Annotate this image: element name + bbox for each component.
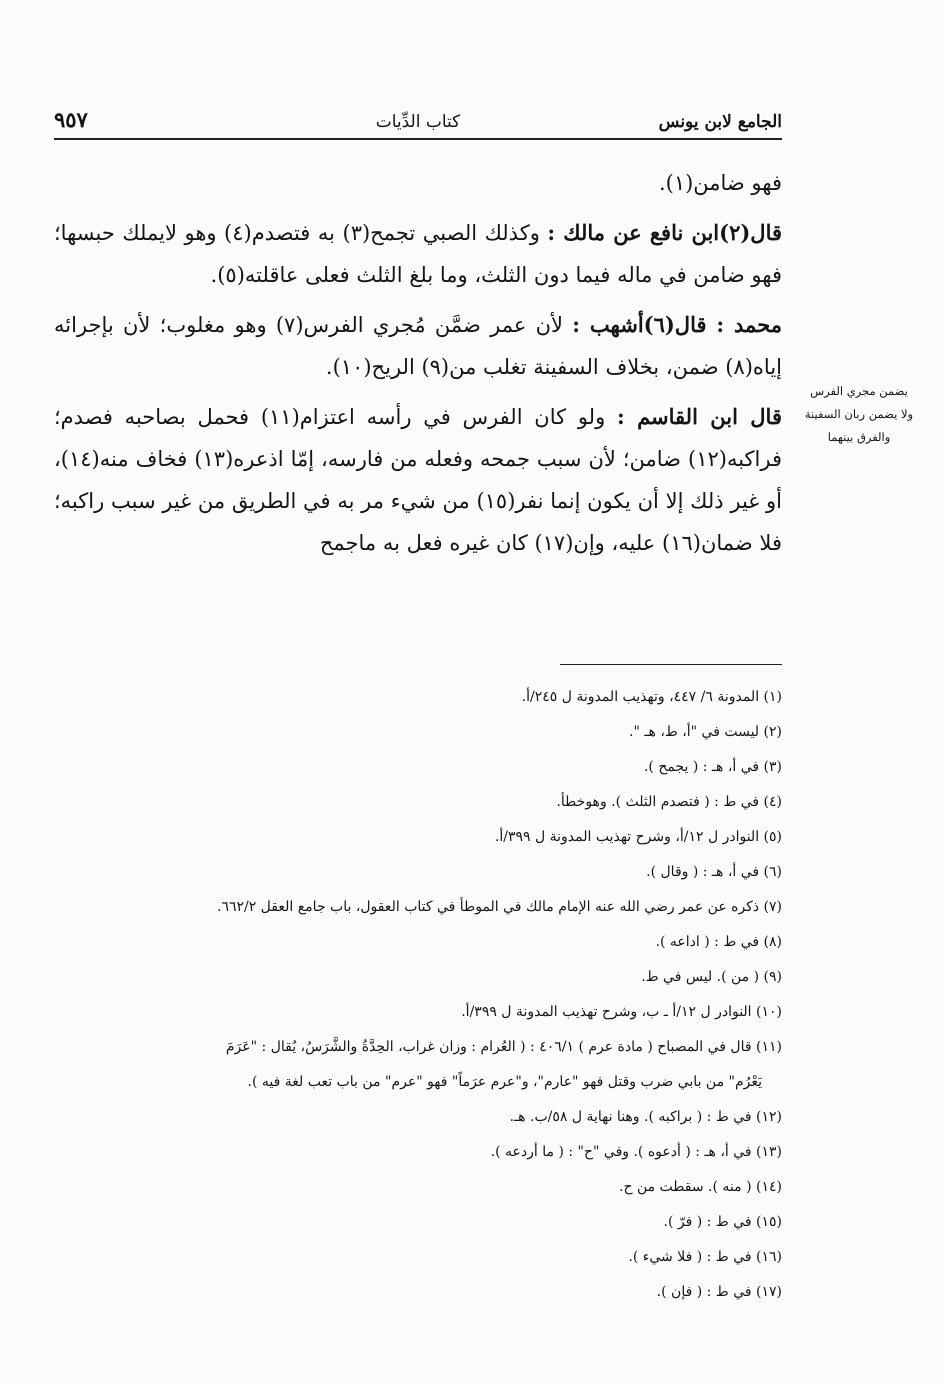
footnote: (١) المدونة ٦/ ٤٤٧، وتهذيب المدونة ل ٢٤٥/أ. <box>521 689 782 705</box>
paragraph-lead: قال ابن القاسم : <box>616 404 782 429</box>
page-number: ٩٥٧ <box>54 107 88 132</box>
page-header <box>54 108 782 140</box>
footnote: (٥) النوادر ل ١٢/أ، وشرح تهذيب المدونة ل ٣٩٩/أ. <box>494 829 782 845</box>
footnote: (١٦) في ط : ( فلا شيء ). <box>628 1249 782 1265</box>
margin-note-line: يضمن مجري الفرس <box>810 384 908 398</box>
paragraph-3 <box>54 304 782 388</box>
footnote: (١٠) النوادر ل ١٢/أ ـ ب، وشرح تهذيب المدونة ل ٣٩٩/أ. <box>461 1004 782 1020</box>
chapter-title: كتاب الدِّيات <box>375 112 461 132</box>
footnote: (٦) في أ، هـ : ( وقال ). <box>646 864 782 880</box>
footnote: (١١) قال في المصباح ( مادة عرم ) ٤٠٦/١ : ( العُرام : وزان غراب، الحِدَّةُ والشَّرَسُ، يُقال : "عَرَمَ <box>225 1039 782 1055</box>
footnote: (١٢) في ط : ( براكبه ). وهنا نهاية ل ٥٨/ب. هـ. <box>509 1109 782 1125</box>
paragraph-text: ولو كان الفرس في رأسه اعتزام(١١) فحمل بصاحبه فصدم؛ فراكبه(١٢) ضامن؛ لأن سبب جمحه وفعله من فارسه، إمّا اذعره(١٣) فخاف منه(١٤)، أو غير ذلك إلا أن يكون إنما نفر(١٥) من شيء مر به في الطريق من غير سبب راكبه؛ فلا ضمان(١٦) عليه، وإن(١٧) كان غيره فعل به ماجمح <box>54 405 783 555</box>
footnotes <box>54 680 782 1310</box>
footnote: (١٧) في ط : ( فإن ). <box>656 1284 782 1300</box>
paragraph-text: فهو ضامن(١). <box>658 171 782 195</box>
main-text <box>54 162 782 572</box>
footnote: (٢) ليست في "أ، ط، هـ ". <box>629 724 782 740</box>
margin-note-line: والفرق بينهما <box>827 430 891 444</box>
footnote: (٣) في أ، هـ : ( يجمح ). <box>643 759 782 775</box>
paragraph-lead: قال(٢)ابن نافع عن مالك : <box>547 220 783 245</box>
footnote-continuation: يَعْرُم" من بابي ضرب وقتل فهو "عارم"، و"عرم عرَماً" فهو "عرم" من باب تعب لغة فيه ). <box>247 1074 762 1090</box>
paragraph-text: وكذلك الصبي تجمح(٣) به فتصدم(٤) وهو لايملك حبسها؛ فهو ضامن في ماله فيما دون الثلث، وما بلغ الثلث فعلى عاقلته(٥). <box>54 221 782 287</box>
footnote: (٩) ( من ). ليس في ط. <box>641 969 782 985</box>
paragraph-text: لأن عمر ضمَّن مُجري الفرس(٧) وهو مغلوب؛ لأن بإجرائه إياه(٨) ضمن، بخلاف السفينة تغلب من(٩) الريح(١٠). <box>54 313 782 379</box>
footnote: (٨) في ط : ( اداعه ). <box>655 934 782 950</box>
footnote: (٧) ذكره عن عمر رضي الله عنه الإمام مالك في الموطأ في كتاب العقول، باب جامع العقل ٦٦٢/٢. <box>216 899 782 915</box>
margin-note <box>804 380 914 449</box>
footnote: (٤) في ط : ( فتصدم الثلث ). وهوخطأ. <box>556 794 782 810</box>
footnote-separator <box>560 664 782 665</box>
paragraph-4 <box>54 396 782 564</box>
margin-note-line: ولا يضمن ربان السفينة <box>804 407 914 421</box>
paragraph-lead: محمد : قال(٦)أشهب : <box>572 312 782 337</box>
paragraph-2 <box>54 212 782 296</box>
paragraph-1 <box>54 162 782 204</box>
footnote: (١٤) ( منه ). سقطت من ح. <box>619 1179 782 1195</box>
book-title: الجامع لابن يونس <box>658 112 782 132</box>
footnote: (١٣) في أ، هـ : ( أدعوه ). وفي "ح" : ( ما أردعه ). <box>490 1144 782 1160</box>
footnote: (١٥) في ط : ( فرّ ). <box>663 1214 782 1230</box>
